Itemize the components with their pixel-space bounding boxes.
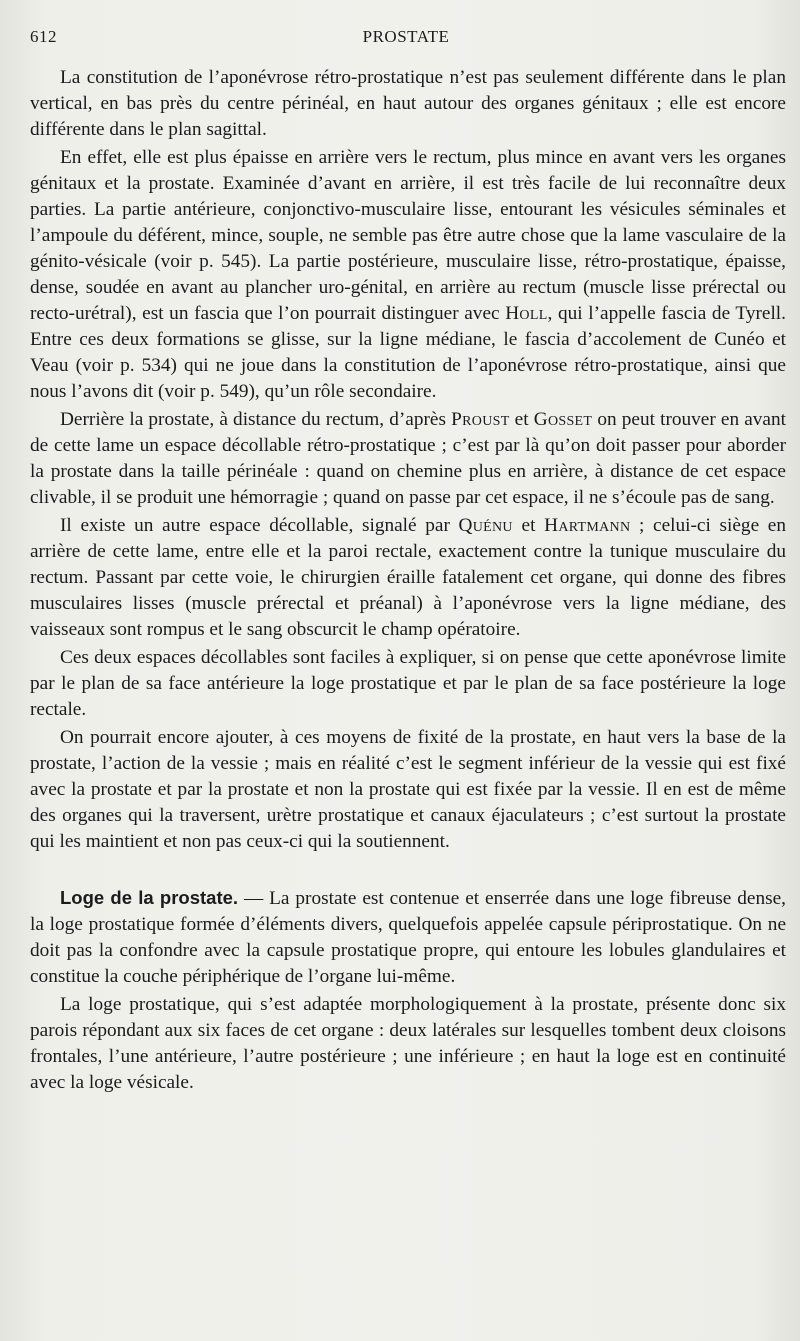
paragraph-3-text-c: on peut trouver en avant de cette lame un espace décollable rétro-prostatique ; c’est par là qu’on doit passer pour aborder la prostate dans la taille périnéale : quand on chemine plus en arrière, à distance de cet espace clivable, il se produit une hémorragie ; quand on passe par cet espace, il ne s’écoule pas de sang. xyxy=(30,409,786,508)
paragraph-4-text-b: et xyxy=(512,515,545,536)
paragraph-6: On pourrait encore ajouter, à ces moyens de fixité de la prostate, en haut vers la base de la prostate, l’action de la vessie ; mais en réalité c’est le segment inférieur de la vessie qui est fixé avec la prostate et par la prostate et non la prostate qui est fixée par la vessie. Il en est de même des organes qui la traversent, urètre prostatique et canaux éjaculateurs ; c’est surtout la prostate qui les maintient et non pas ceux-ci qui la soutiennent. xyxy=(30,727,786,852)
paragraph-2-text-b: , qui l’appelle fascia de Tyrell. Entre ces deux formations se glisse, sur la ligne médiane, le fascia d’accolement de Cunéo et Veau (voir p. 534) qui ne joue dans la constitution de l’aponévrose rétro-prostatique, ainsi que nous l’avons dit (voir p. 549), qu’un rôle secondaire. xyxy=(30,303,786,402)
paragraph-2 xyxy=(30,145,786,405)
paragraph-3 xyxy=(30,407,786,511)
paragraph-5: Ces deux espaces décollables sont faciles à expliquer, si on pense que cette aponévrose limite par le plan de sa face antérieure la loge prostatique et par le plan de sa face postérieure la loge rectale. xyxy=(30,647,786,720)
author-name-hartmann: Hartmann xyxy=(544,515,631,536)
author-name-holl: Holl xyxy=(505,303,548,324)
author-name-quenu: Quénu xyxy=(458,515,513,536)
paragraph-7-text: — La prostate est contenue et enserrée dans une loge fibreuse dense, la loge prostatique formée d’éléments divers, quelquefois appelée capsule périprostatique. On ne doit pas la confondre avec la capsule prostatique propre, qui entoure les lobules glandulaires et constitue la couche périphérique de l’organe lui-même. xyxy=(30,888,786,987)
body-text xyxy=(30,65,786,1096)
running-head xyxy=(30,27,782,55)
paragraph-1: La constitution de l’aponévrose rétro-prostatique n’est pas seulement différente dans le plan vertical, en bas près du centre périnéal, en haut autour des organes génitaux ; elle est encore différente dans le plan sagittal. xyxy=(30,67,786,140)
paragraph-2-text-a: En effet, elle est plus épaisse en arrière vers le rectum, plus mince en avant vers les organes génitaux et la prostate. Examinée d’avant en arrière, il est très facile de lui reconnaître deux parties. La partie antérieure, conjonctivo-musculaire lisse, entourant les vésicules séminales et l’ampoule du déférent, mince, souple, ne semble pas être autre chose que la lame vasculaire de la génito-vésicale (voir p. 545). La partie postérieure, musculaire lisse, rétro-prostatique, épaisse, dense, soudée en avant au plancher uro-génital, en arrière au rectum (muscle lisse prérectal ou recto-urétral), est un fascia que l’on pourrait distinguer avec xyxy=(30,147,786,324)
author-name-proust: Proust xyxy=(451,409,510,430)
paragraph-4-text-c: ; celui-ci siège en arrière de cette lame, entre elle et la paroi rectale, exactement contre la tunique musculaire du rectum. Passant par cette voie, le chirurgien éraille fatalement cet organe, qui donne des fibres musculaires lisses (muscle prérectal et préanal) à l’aponévrose vers la ligne médiane, des vaisseaux sont rompus et le sang obscurcit le champ opératoire. xyxy=(30,515,786,640)
author-name-gosset: Gosset xyxy=(533,409,593,430)
section-loge-de-la-prostate xyxy=(30,885,786,990)
paragraph-4 xyxy=(30,513,786,643)
paragraph-3-text-b: et xyxy=(509,409,534,430)
section-title: Loge de la prostate. xyxy=(60,887,239,908)
paragraph-3-text-a: Derrière la prostate, à distance du rectum, d’après xyxy=(60,409,452,430)
paragraph-8: La loge prostatique, qui s’est adaptée morphologiquement à la prostate, présente donc six parois répondant aux six faces de cet organe : deux latérales sur lesquelles tombent deux cloisons frontales, l’une antérieure, l’autre postérieure ; une inférieure ; en haut la loge est en continuité avec la loge vésicale. xyxy=(30,994,786,1093)
running-title: PROSTATE xyxy=(362,27,450,46)
paragraph-4-text-a: Il existe un autre espace décollable, signalé par xyxy=(60,515,459,536)
page-number: 612 xyxy=(30,27,57,46)
